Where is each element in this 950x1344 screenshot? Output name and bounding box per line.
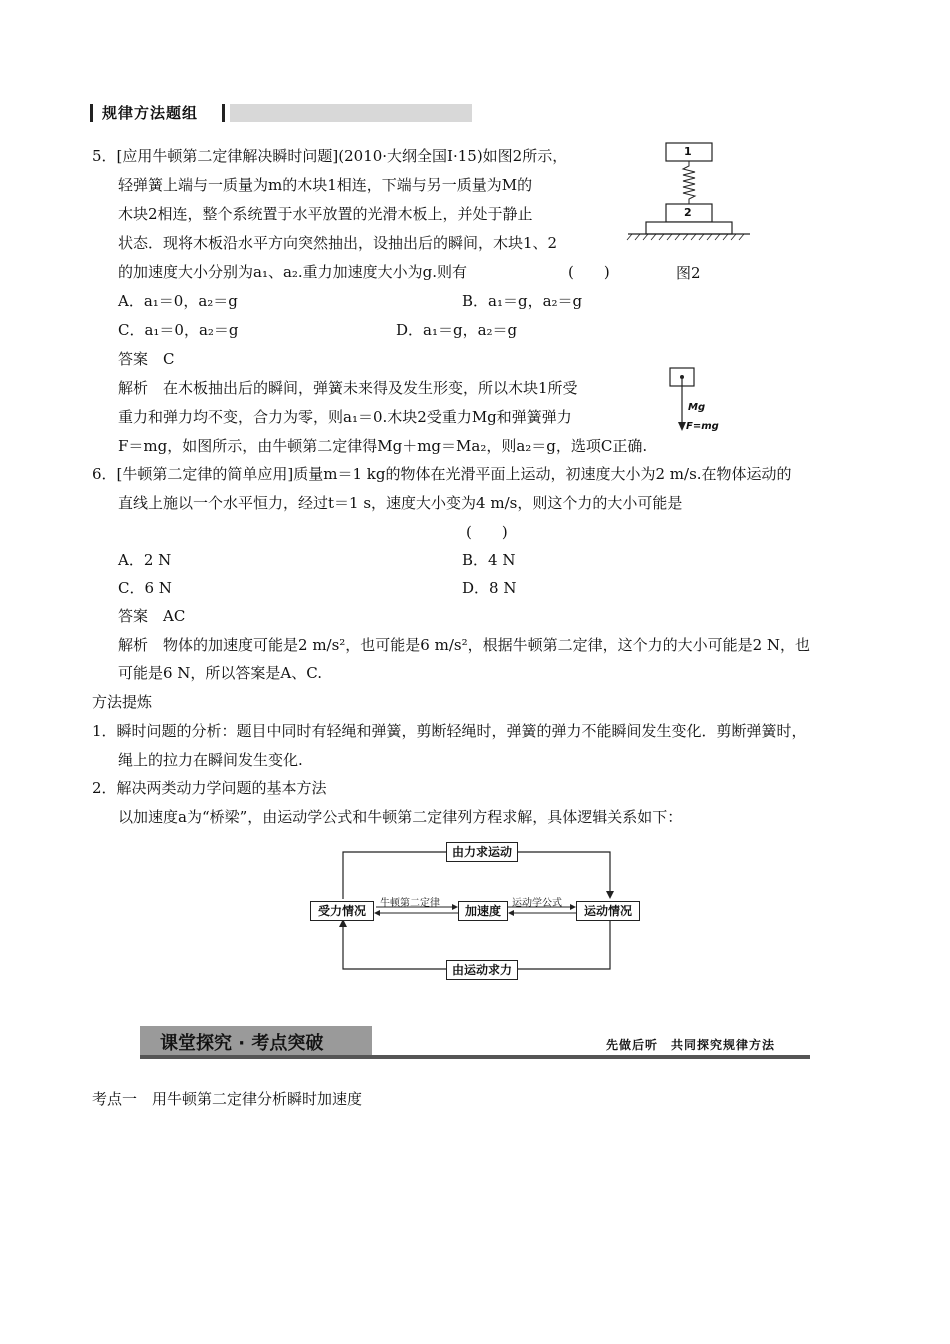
q5-answer-blank: ( )	[568, 263, 610, 281]
q6-line1: 6．[牛顿第二定律的简单应用]质量m＝1 kg的物体在光滑平面上运动，初速度大小为2 m/s.在物体运动的	[92, 465, 792, 483]
block-1-label: 1	[684, 145, 692, 158]
q5-option-c: C．a₁＝0，a₂＝g	[118, 321, 239, 339]
flow-box-motion-to-force: 由运动求力	[446, 960, 518, 980]
q5-explanation-3: F＝mg，如图所示，由牛顿第二定律得Mg＋mg＝Ma₂，则a₂＝g，选项C正确.	[118, 437, 648, 455]
q5-explanation-1: 解析 在木板抽出后的瞬间，弹簧未来得及发生形变，所以木块1所受	[118, 379, 578, 397]
flow-label-newton: 牛顿第二定律	[380, 898, 440, 909]
banner-base-line	[140, 1055, 810, 1059]
spring	[683, 161, 695, 204]
flow-label-kinematics: 运动学公式	[512, 898, 562, 909]
q6-option-c: C．6 N	[118, 579, 172, 597]
q6-option-a: A．2 N	[118, 551, 172, 569]
force-label-f: F=mg	[686, 421, 719, 432]
q5-answer: 答案 C	[118, 350, 175, 368]
section-header	[90, 103, 472, 123]
kaodian-title: 考点一 用牛顿第二定律分析瞬时加速度	[92, 1090, 363, 1108]
banner-title: 课堂探究 · 考点突破	[160, 1033, 324, 1054]
q5-explanation-2: 重力和弹力均不变，合力为零，则a₁＝0.木块2受重力Mg和弹簧弹力	[118, 408, 572, 426]
force-label-mg: Mg	[688, 402, 706, 413]
board	[646, 222, 732, 234]
section-banner	[140, 1026, 810, 1060]
method-title: 方法提炼	[92, 693, 153, 711]
flow-box-acceleration: 加速度	[458, 901, 508, 921]
flow-box-force-to-motion: 由力求运动	[446, 842, 518, 862]
force-arrow-head	[678, 422, 686, 431]
q6-answer: 答案 AC	[118, 607, 186, 625]
q5-option-d: D．a₁＝g，a₂＝g	[396, 321, 518, 339]
section-bar-right	[222, 104, 225, 122]
method-point-1a: 1．瞬时问题的分析：题目中同时有轻绳和弹簧，剪断轻绳时，弹簧的弹力不能瞬间发生变化．剪断弹簧时，	[92, 722, 807, 740]
q6-option-d: D．8 N	[462, 579, 517, 597]
flow-box-force: 受力情况	[310, 901, 374, 921]
method-point-1b: 绳上的拉力在瞬间发生变化.	[118, 751, 303, 769]
section-grey-band	[230, 104, 472, 122]
q5-line5: 的加速度大小分别为a₁、a₂.重力加速度大小为g.则有	[118, 263, 468, 281]
q5-line3: 木块2相连，整个系统置于水平放置的光滑木板上，并处于静止	[118, 205, 533, 223]
flow-box-motion: 运动情况	[576, 901, 640, 921]
q6-explanation-1: 解析 物体的加速度可能是2 m/s²，也可能是6 m/s²，根据牛顿第二定律，这个力的大小可能是2 N，也	[118, 636, 811, 654]
q6-line2: 直线上施以一个水平恒力，经过t＝1 s，速度大小变为4 m/s，则这个力的大小可能是	[118, 494, 683, 512]
q5-line1: 5．[应用牛顿第二定律解决瞬时问题](2010·大纲全国Ⅰ·15)如图2所示，	[92, 147, 568, 165]
q5-option-a: A．a₁＝0，a₂＝g	[118, 292, 238, 310]
q6-answer-blank: ( )	[466, 523, 508, 541]
method-point-3: 以加速度a为“桥梁”，由运动学公式和牛顿第二定律列方程求解，具体逻辑关系如下：	[118, 808, 683, 826]
banner-subtitle: 先做后听 共同探究规律方法	[606, 1038, 776, 1052]
section-title: 规律方法题组	[102, 104, 199, 122]
ground-hatch	[627, 234, 744, 240]
method-point-2: 2．解决两类动力学问题的基本方法	[92, 779, 327, 797]
section-bar-left	[90, 104, 93, 122]
q5-line2: 轻弹簧上端与一质量为m的木块1相连，下端与另一质量为M的	[118, 176, 533, 194]
q6-option-b: B．4 N	[462, 551, 516, 569]
force-point	[680, 375, 684, 379]
q6-explanation-2: 可能是6 N，所以答案是A、C.	[118, 664, 322, 682]
q5-option-b: B．a₁＝g，a₂＝g	[462, 292, 583, 310]
q5-line4: 状态．现将木板沿水平方向突然抽出，设抽出后的瞬间，木块1、2	[118, 234, 558, 252]
q5-figure-label: 图2	[676, 264, 701, 282]
block-2-label: 2	[684, 206, 692, 219]
